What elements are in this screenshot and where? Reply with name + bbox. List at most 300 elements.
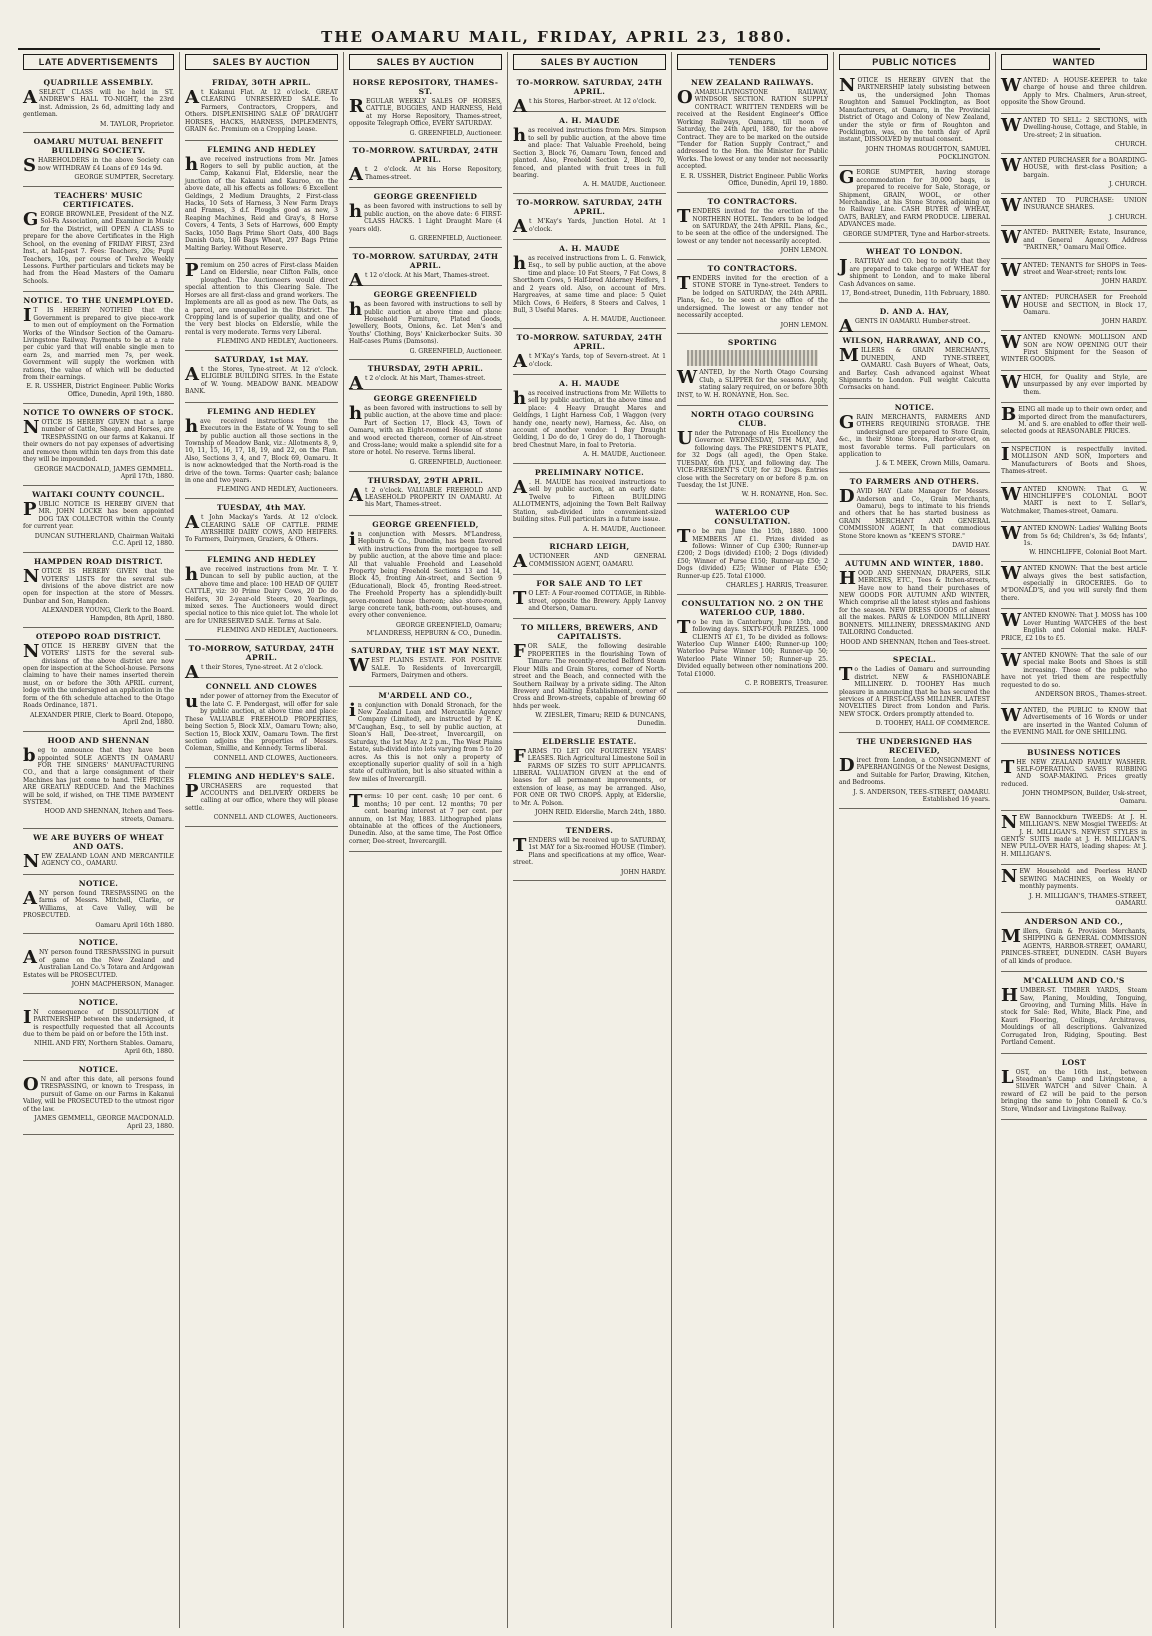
drop-cap: N [23, 850, 40, 872]
column-heading: PUBLIC NOTICES [839, 54, 990, 70]
advertisement-signature: ALEXANDER PIRIE, Clerk to Board. Otepopo, April 2nd, 1880. [29, 711, 174, 727]
advertisement-signature: A. H. MAUDE, Auctioneer. [583, 451, 666, 459]
advertisement [23, 486, 174, 553]
advertisement-signature: J. CHURCH. [1108, 213, 1147, 221]
advertisement [677, 595, 828, 693]
drop-cap: A [185, 512, 199, 534]
advertisement-body: Premium on 250 acres of First-class Maiden Land on Elderslie, near Clifton Falls, once ploughed. The Auctioneers would direct special attention to this Clearing Sale. The Horses are all first-class and grand workers. The Implements are all as good as new. The Oats, as a parcel, are unequalled in the District. The Cropping land is of superior quality, and one of the very best blocks on Elderslie, while the rental is very moderate. Terms very Liberal. [185, 260, 338, 336]
drop-cap: W [1001, 523, 1022, 545]
advertisement-title: QUADRILLE ASSEMBLY. [43, 78, 154, 87]
advertisement-signature: JOHN LEMON. [780, 247, 828, 255]
advertisement-body: J . RATTRAY and CO. beg to notify that they are prepared to take charge of WHEAT for shipment to London, and to make liberal Cash Advances on same. [839, 256, 990, 288]
advertisement [513, 112, 666, 194]
drop-cap: A [513, 216, 527, 238]
advertisement-signature: C. P. ROBERTS, Treasurer. [744, 680, 828, 688]
advertisement [349, 516, 502, 643]
advertisement-body: Terms: 10 per cent. cash; 10 per cent. 6 months; 10 per cent. 12 months; 70 per cent. bearing interest at 7 per cent. per annum, on 1st May, 1883. Lithographed plans obtainable at the offices of the Auctioneers, Dunedin. Also, at the same time, The Post Office corner, Dee-street, Invercargill. [349, 791, 502, 845]
advertisement-title: TO-MORROW. SATURDAY, 24TH APRIL. [352, 146, 499, 165]
advertisement [349, 642, 502, 686]
advertisement-body: A SELECT CLASS will be held in ST. ANDREW'S HALL TO-NIGHT, the 23rd inst. Admission, 2s 6d, admitting lady and gentleman. [23, 87, 174, 119]
advertisement-title: TO FARMERS AND OTHERS. [849, 477, 980, 487]
advertisement-body: NEW Household and Peerless HAND SEWING MACHINES, on Weekly or monthly payments. [1001, 866, 1147, 891]
drop-cap: I [23, 1006, 32, 1028]
advertisement-body: I N consequence of DISSOLUTION of PARTNERSHIP between the undersigned, it is respectfully requested that all Accounts due to them be paid on or before the 15th inst. [23, 1006, 174, 1038]
advertisement-title: A. H. MAUDE [559, 378, 620, 388]
advertisement-title: NOTICE. [894, 402, 935, 412]
advertisement-signature: ANDERSON BROS., Thames-street. [1035, 691, 1147, 699]
advertisement-title: FLEMING AND HEDLEY [207, 554, 316, 564]
advertisement [23, 133, 174, 187]
advertisement-body: WANTED KNOWN: That J. MOSS has 100 Lover Hunting WATCHES of the best English and Colonial make. HALF-PRICE, £2 10s to £5. [1001, 610, 1147, 642]
advertisement-body: WANTED TO SELL: 2 SECTIONS, with Dwelling-house, Cottage, and Stable, in Ure-street; 2 in situation. [1001, 114, 1147, 139]
advertisement-body: AUCTIONEER AND GENERAL COMMISSION AGENT, OAMARU. [513, 551, 666, 573]
advertisement-body: At M'Kay's Yards, Junction Hotel. At 1 o'clock. [513, 216, 666, 238]
advertisement-title: CONNELL AND CLOWES [205, 682, 318, 692]
advertisement-body: FOR SALE, the following desirable PROPERTIES in the flourishing Town of Timaru: The recently-erected Belford Steam Flour Mills and Grain Stores, corner of North-street and the Beach, and connected with the Southern Railway by a private siding. The Alton Brewery and Malting Establishment, corner of Cross and Brown-streets, capable of brewing 60 hhds per week. [513, 641, 666, 710]
advertisement [185, 259, 338, 351]
advertisement-body: To be run June the 15th, 1880. 1000 MEMBERS AT £1. Prizes divided as follows: Winner of Cup £300; Runner-up £200; 2 Dogs (divided) £100; 2 Dogs (divided) £50; Winner of Purse £150; Runner-up £50; 2 Dogs (divided) £25; Winner of Plate £50; Runner-up £25. Total £1000. [677, 526, 828, 580]
advertisement-body: TENDERS will be received up to SATURDAY, 1st MAY for a Six-roomed HOUSE (Timber). Plans and specifications at my office, Wear-street. [513, 834, 666, 867]
advertisement-body: WANTED: A HOUSE-KEEPER to take charge of house and three children. Apply to Mrs. Chalmers, Arun-street, opposite the Show Ground. [1001, 75, 1147, 107]
advertisement-signature: DUNCAN SUTHERLAND, Chairman Waitaki C.C. April 12, 1880. [34, 532, 174, 548]
advertisement [23, 628, 174, 732]
advertisement [1001, 74, 1147, 114]
advertisement-title: FLEMING AND HEDLEY [207, 144, 316, 154]
advertisement-body: At 2 o'clock. VALUABLE FREEHOLD AND LEASEHOLD PROPERTY IN OAMARU. At his Mart, Thames-street. [349, 484, 502, 509]
drop-cap: P [185, 780, 199, 802]
advertisement-body: have received instructions from Mr. T. Y. Duncan to sell by public auction, at the above time and place: 100 HEAD OF QUIET CATTLE, viz: 30 Prime Dairy Cows, 20 Do do Heifers, 30 2-year-old Steers, 20 Yearlings, mixed sexes. The Auctioneers would direct special notice to this nice quiet lot. The whole lot are for UNRESERVED SALE. Terms at Sale. [185, 563, 338, 625]
advertisement [23, 732, 174, 829]
advertisement [23, 187, 174, 292]
advertisement-body: Direct from London, a CONSIGNMENT of PAPERHANGINGS Of the Newest Designs, and Suitable for Parlor, Drawing, Kitchen, and Bedrooms. [839, 755, 990, 787]
column-heading: LATE ADVERTISEMENTS [23, 54, 174, 70]
advertisement-body: GEORGE SUMPTER, having storage accommodation for 30,000 bags, is prepared to receive for Sale, Storage, or Shipment, GRAIN, WOOL, or other Merchandise, at his Stone Stores, adjoining on to Railway Line. CASH BUYER of WHEAT, OATS, BARLEY, and FARM PRODUCE. LIBERAL ADVANCES made. [839, 167, 990, 229]
advertisement-body: NOTICE IS HEREBY GIVEN that the VOTERS' LISTS for the several sub-divisions of the above district are now open for inspection at the School-house. Persons claiming to have their names inserted therein must, on or before the 30th APRIL current, lodge with the undersigned an application in the form of the 6th schedule attached to the Otago Roads Ordinance, 1871. [23, 640, 174, 710]
advertisement-signature: GEORGE GREENFIELD, Oamaru; M'LANDRESS, HEPBURN & CO., Dunedin. [366, 621, 502, 637]
advertisement-signature: G. GREENFIELD, Auctioneer. [409, 458, 502, 466]
advertisement-signature: G. GREENFIELD, Auctioneer. [409, 129, 502, 137]
advertisement [1001, 403, 1147, 443]
drop-cap: h [349, 402, 363, 424]
advertisement-signature: J. CHURCH. [1108, 180, 1147, 188]
drop-cap: W [1001, 154, 1022, 176]
advertisement-body: OAMARU-LIVINGSTONE RAILWAY, WINDSOR SECTION. RATION SUPPLY CONTRACT. WRITTEN TENDERS will be received at the Resident Engineer's Office Working Railways, Oamaru, till noon of Saturday, the 24th April, 1880, for the above Contract. They are to be marked on the outside "Tender for Ration Supply Contract," and addressed to the Hon. the Minister for Public Works. The lowest or any tender not necessarily accepted. [677, 87, 828, 171]
advertisement-title: M'CALLUM AND CO.'S [1023, 976, 1125, 986]
advertisement-title: LOST [1061, 1057, 1087, 1067]
advertisement-body: NEW ZEALAND LOAN AND MERCANTILE AGENCY CO., OAMARU. [23, 850, 174, 872]
advertisement [185, 351, 338, 403]
advertisement [1001, 291, 1147, 331]
drop-cap: I [23, 305, 32, 327]
advertisement-signature: GEORGE SUMPTER, Tyne and Harbor-streets. [843, 230, 990, 238]
advertisement-title: NORTH OTAGO COURSING CLUB. [690, 409, 815, 428]
advertisement [1001, 865, 1147, 913]
advertisement-body: HUMBER-ST. TIMBER YARDS, Steam Saw, Planing, Moulding, Tonguing, Grooving, and Turning Mills. Have in stock for Sale: Red, White, Black Pine, and Kauri Flooring, Ceilings, Architraves, Mouldings of all descriptions. Galvanized Corrugated Iron, Ridging, Spouting. Best Portland Cement. [1001, 985, 1147, 1047]
advertisement-title: CONSULTATION NO. 2 ON THE WATERLOO CUP, 1880. [681, 598, 824, 617]
drop-cap: A [513, 551, 527, 573]
drop-cap: N [1001, 811, 1018, 833]
advertisement-body: HOOD AND SHENNAN, DRAPERS, SILK MERCERS, ETC., Tees & Itchen-streets, Have now to hand their purchases of NEW GOODS FOR AUTUMN AND WINTER, Which comprise all the latest styles and fashions for the season. NEW DRESS GOODS of almost all the makes. PARIS & LONDON MILLINERY BONNETS. MILLINERY, DRESSMAKING AND TAILORING Conducted. [839, 567, 990, 637]
advertisement-title: HAMPDEN ROAD DISTRICT. [34, 557, 163, 567]
advertisement [839, 473, 990, 555]
drop-cap: h [185, 563, 199, 585]
newspaper-column-4 [508, 52, 672, 1628]
advertisement [1001, 259, 1147, 292]
advertisement-title: SPORTING [727, 338, 778, 348]
advertisement-signature: W. HINCHLIFFE, Colonial Boot Mart. [1029, 549, 1147, 557]
advertisement-signature: ALEXANDER YOUNG, Clerk to the Board. Hampden, 8th April, 1880. [42, 607, 174, 623]
advertisement [839, 303, 990, 337]
drop-cap: A [23, 947, 37, 969]
advertisement-body: WANTED: PARTNER; Estate, Insurance, and General Agency. Address "PARTNER," Oamaru Mail Office. [1001, 227, 1147, 252]
drop-cap: M [839, 345, 859, 367]
advertisement [839, 332, 990, 399]
advertisement [349, 390, 502, 472]
column-heading: SALES BY AUCTION [513, 54, 666, 70]
drop-cap: A [513, 351, 527, 373]
advertisement-signature: Oamaru April 16th 1880. [95, 921, 174, 929]
drop-cap: G [839, 411, 855, 433]
drop-cap: u [185, 691, 199, 713]
newspaper-column-2 [180, 52, 344, 1628]
advertisement-body: WANTED PURCHASER for a BOARDING-HOUSE, with first-class Position; a bargain. [1001, 154, 1147, 179]
advertisement [839, 74, 990, 166]
advertisement [1001, 913, 1147, 972]
advertisement-signature: J. H. MILLIGAN'S, THAMES-STREET, OAMARU. [1029, 892, 1147, 908]
advertisement-body: under power of attorney from the Executor of the late C. F. Pendergast, will offer for sale by public auction, at above time and place: These VALUABLE FREEHOLD PROPERTIES, being Section 5, Block XLV., Oamaru Town; also, Section 15, Block XXIV., Oamaru Town. The first section adjoins the properties of Messrs. Coleman, Smillie, and Kennedy. Terms liberal. [185, 691, 338, 753]
drop-cap: i [349, 699, 356, 721]
drop-cap: W [1001, 650, 1022, 672]
advertisement-signature: HOOD AND SHENNAN, Itchen and Tees-street. [840, 638, 990, 646]
advertisement [839, 243, 990, 302]
advertisement [513, 240, 666, 329]
advertisement-title: TUESDAY, 4th MAY. [216, 503, 307, 513]
advertisement-body: ANY person found TRESPASSING in pursuit of game on the New Zealand and Australian Land Co.'s Totara and Ardgowan Estates will be PROSECUTED. [23, 947, 174, 979]
advertisement-body: PUBLIC NOTICE IS HEREBY GIVEN that MR. JOHN LOCKE has been appointed DOG TAX COLLECTOR within the County for current year. [23, 499, 174, 531]
advertisement-body: WANTED, the PUBLIC to KNOW that Advertisements of 16 Words or under are inserted in the Wanted Column of the EVENING MAIL for ONE SHILLING. [1001, 704, 1147, 737]
advertisement-title: NOTICE. [78, 878, 119, 888]
advertisement [349, 790, 502, 852]
advertisement [513, 575, 666, 619]
advertisement-title: M'ARDELL AND CO., [378, 690, 473, 700]
advertisement-body: WEST PLAINS ESTATE. FOR POSITIVE SALE. To Residents of Invercargill, Farmers, Dairymen and others. [349, 655, 502, 680]
advertisement [1001, 744, 1147, 811]
advertisement-title: HORSE REPOSITORY, THAMES-ST. [352, 78, 499, 96]
advertisement [23, 553, 174, 628]
advertisement [677, 406, 828, 504]
drop-cap: T [1001, 756, 1015, 778]
advertisement [513, 329, 666, 375]
advertisement [677, 504, 828, 595]
advertisement [23, 934, 174, 993]
advertisement [1001, 154, 1147, 194]
advertisement-body: At 2 o'clock. At his Mart, Thames-street. [349, 373, 486, 395]
advertisement-title: FRIDAY, 30TH APRIL. [211, 78, 312, 87]
advertisement-body: At John Mackay's Yards. At 12 o'clock. CLEARING SALE OF CATTLE. PRIME AYRSHIRE DAIRY COWS, AND HEIFERS. To Farmers, Dairymen, Graziers, & Others. [185, 512, 338, 544]
drop-cap: A [185, 87, 199, 108]
advertisement-body: beg to announce that they have been appointed SOLE AGENTS IN OAMARU FOR THE SINGERS' MANUFACTURING CO., and that a large consignment of their Machines has just come to hand. THE PRICES ARE GREATLY REDUCED. And the Machines will be sold, if wished, on THE TIME PAYMENT SYSTEM. [23, 745, 174, 807]
advertisement [1001, 972, 1147, 1053]
advertisement-body: NOTICE IS HEREBY GIVEN that a large number of Cattle, Sheep, and Horses, are TRESPASSING on our farms at Kakanui. If their owners do not pay expenses of advertising and remove them within ten days from this date they will be impounded. [23, 416, 174, 464]
column-heading: SALES BY AUCTION [349, 54, 502, 70]
advertisement-body: O N and after this date, all persons found TRESPASSING, or known to Trespass, in pursuit of Game on our Farms in Kakanui Valley, will be PROSECUTED to the utmost rigor of the law. [23, 1073, 174, 1113]
advertisement [185, 551, 338, 640]
advertisement [23, 994, 174, 1061]
advertisement [23, 1061, 174, 1136]
advertisement-title: TENDERS. [565, 825, 614, 835]
advertisement-body: TENDERS invited for the erection of the NORTHERN HOTEL. Tenders to be lodged on SATURDAY, the 24th APRIL. Plans, &c., to be seen at the office of the undersigned. The lowest or any tender not necessarily accepted. [677, 206, 828, 245]
advertisement [1001, 562, 1147, 609]
advertisement-signature: CONNELL AND CLOWES, Auctioneers. [213, 814, 338, 822]
advertisement [1001, 443, 1147, 483]
drop-cap: A [349, 164, 363, 186]
advertisement-title: NOTICE. TO THE UNEMPLOYED. [23, 296, 174, 306]
advertisement-body: GRAIN MERCHANTS, FARMERS AND OTHERS REQUIRING STORAGE. THE undersigned are prepared to Store Grain, &c., in their Stone Stores, Harbor-street, on most favorable terms. Full particulars on application to [839, 411, 990, 458]
advertisement-title: SPECIAL. [892, 655, 937, 665]
advertisement-body: has been favored with instructions to sell by public auction, on the above date: 6 FIRST-CLASS HACKS. 1 Light Draught Mare (4 years old). [349, 201, 502, 233]
advertisement-title: PRELIMINARY NOTICE. [534, 468, 645, 478]
advertisement [513, 194, 666, 240]
drop-cap: W [1001, 704, 1022, 726]
advertisement-body: in conjunction with Messrs. M'Landress, Hepburn & Co., Dunedin, has been favored with instructions from the mortgagee to sell by public auction, at the above time and place: All that valuable Freehold and Leasehold Property being Freehold Sections 13 and 14, Block 45, fronting Ain-street, and Section 9 (Educational), Block 45, fronting Reed-street. The Freehold Property has a splendidly-built seven-roomed house thereon; also store-room, large concrete tank, bath-room, out-houses, and every other convenience. [349, 528, 502, 620]
advertisement-title: AUTUMN AND WINTER, 1880. [845, 558, 984, 568]
advertisement-body: NOTICE IS HEREBY GIVEN that the VOTERS' LISTS for the several sub-divisions of the above district are now open for inspection at the store of Messrs. Dunbar and Son, Hampden. [23, 566, 174, 605]
advertisement-title: WAITAKI COUNTY COUNCIL. [32, 490, 165, 499]
advertisement-body: Millers, Grain & Provision Merchants, SHIPPING & GENERAL COMMISSION AGENTS, HARBOR-STREET, OAMARU, PRINCES-STREET, DUNEDIN. CASH Buyers of all kinds of produce. [1001, 926, 1147, 965]
advertisement [1001, 483, 1147, 523]
advertisement-signature: FLEMING AND HEDLEY, Auctioneers. [216, 338, 338, 346]
advertisement-body: have received instructions from the Executors in the Estate of W. Young to sell by public auction all those sections in the Township of Meadow Bank, viz.: Allotments 8, 9, 10, 11, 15, 16, 17, 18, 19, and 22, on the Plan. Also, Sections 3, 4, and 7, Block 69, Oamaru. It is now acknowledged that the North-road is the drive of the town. Terms: Quarter cash; balance in one and two years. [185, 415, 338, 485]
advertisement [677, 193, 828, 260]
advertisement-title: HOOD AND SHENNAN [47, 736, 150, 746]
drop-cap: W [1001, 292, 1022, 314]
advertisement [839, 399, 990, 473]
drop-cap: N [1001, 866, 1018, 888]
advertisement-title: TEACHERS' MUSIC CERTIFICATES. [54, 191, 143, 210]
drop-cap: T [677, 273, 691, 294]
advertisement [1001, 649, 1147, 704]
advertisement-body: WANTED: TENANTS for SHOPS in Tees-street and Wear-street; rents low. [1001, 259, 1147, 281]
advertisement-signature: 17, Bond-street, Dunedin, 11th February, 1880. [841, 290, 990, 298]
advertisement-body: WANTED KNOWN: Ladies' Walking Boots from 5s 6d; Children's, 3s 6d; Infants', 1s. [1001, 523, 1147, 548]
advertisement [185, 640, 338, 684]
drop-cap: W [1001, 194, 1022, 216]
advertisement-title: ELDERSLIE ESTATE. [542, 736, 637, 746]
newspaper-column-5 [672, 52, 834, 1628]
drop-cap: T [349, 791, 363, 813]
drop-cap: W [349, 655, 370, 677]
drop-cap: W [1001, 371, 1022, 393]
advertisement-title: TO MILLERS, BREWERS, AND CAPITALISTS. [520, 623, 659, 642]
drop-cap: H [1001, 985, 1019, 1007]
advertisement-signature: W. ZIESLER, Timaru; REID & DUNCANS, Dunedin. [535, 712, 666, 727]
advertisement-title: NOTICE. [78, 997, 119, 1007]
advertisement-body: At his Stores, Harbor-street. At 12 o'clock. [513, 96, 657, 117]
advertisement-body: WHICH, for Quality and Style, are unsurpassed by any ever imported by them. [1001, 371, 1147, 396]
advertisement [513, 822, 666, 881]
drop-cap: b [23, 745, 36, 767]
advertisement-title: SATURDAY, 1st MAY. [214, 354, 309, 364]
advertisement-title: WE ARE BUYERS OF WHEAT AND OATS. [33, 832, 164, 851]
advertisement [23, 875, 174, 934]
advertisement [1001, 609, 1147, 649]
drop-cap: I [1001, 443, 1010, 465]
advertisement [839, 555, 990, 652]
advertisement [349, 687, 502, 791]
advertisement-signature: JOHN THOMPSON, Builder, Usk-street, Oamaru. [1022, 790, 1147, 805]
advertisement [185, 74, 338, 141]
advertisement [513, 375, 666, 464]
advertisement-signature: G. GREENFIELD, Auctioneer. [409, 234, 502, 242]
drop-cap: A [185, 662, 199, 684]
advertisement [349, 74, 502, 142]
advertisement-title: TO-MORROW. SATURDAY, 24TH APRIL. [516, 198, 663, 217]
drop-cap: T [513, 834, 527, 856]
advertisement-body: At the Stores, Tyne-street. At 12 o'clock. ELIGIBLE BUILDING SITES. In the Estate of W. Young. MEADOW BANK. MEADOW BANK. [185, 363, 338, 396]
advertisement-title: TO-MORROW. SATURDAY, 24TH APRIL. [352, 251, 499, 270]
advertisement-body: WANTED, by the North Otago Coursing Club, a SLIPPER for the seasons. Apply, stating salary required, on or before 30th INST, to W. H. RONAYNE, Hon. Sec. [677, 367, 828, 399]
drop-cap: N [23, 640, 40, 662]
advertisement [1001, 114, 1147, 154]
advertisement-signature: D. TOOHEY, HALL OF COMMERCE. [875, 720, 990, 728]
advertisement-title: NEW ZEALAND RAILWAYS. [691, 78, 814, 87]
advertisement [513, 74, 666, 117]
advertisement-body: I T IS HEREBY NOTIFIED that the Government is prepared to give piece-work to men out of employment on the Formation Works of the Windsor Section of the Oamaru-Livingstone Railway. Payments to be at a rate per cubic yard that will enable single men to earn 2s, and married men 7s, per week. Government will supply the workmen with rations, the value of which will be deducted from their earnings. [23, 305, 174, 382]
advertisement-body: WANTED TO PURCHASE: UNION INSURANCE SHARES. [1001, 194, 1147, 216]
advertisement [839, 166, 990, 243]
advertisement-body: SHAREHOLDERS in the above Society can now WITHDRAW £4 Loans of £9 14s 9d. [23, 155, 174, 177]
advertisement-signature: GEORGE SUMPTER, Secretary. [74, 174, 174, 182]
advertisement-body: has been favored with instructions to sell by public auction at above time and place: Household Furniture, Plated Goods, Jewellery, Boots, Onions, &c. Let Men's and Youths' Clothing, Boys' Knickerbocker Suits. 30 Half-cases Plums (Damsons). [349, 299, 502, 346]
advertisement-body: WANTED: PURCHASER for Freehold HOUSE and SECTION, in Block 17, Oamaru. [1001, 292, 1147, 317]
advertisement-title: ANDERSON AND CO., [1024, 917, 1124, 927]
advertisement-body: LOST, on the 16th inst., between Steadman's Camp and Livingstone, a SILVER WATCH and Silver Chain. A reward of £2 will be paid to the person bringing the same to John Connell & Co.'s Store, Windsor and Livingstone Railway. [1001, 1066, 1147, 1113]
advertisement-signature: M. TAYLOR, Proprietor. [100, 120, 174, 128]
advertisement-title: TO-MORROW. SATURDAY, 24TH APRIL. [516, 333, 663, 352]
advertisement [185, 403, 338, 500]
advertisement-body: DAVID HAY (Late Manager for Messrs. Anderson and Co., Grain Merchants, Oamaru), begs to intimate to his friends and others that he has started business as GRAIN MERCHANT AND GENERAL COMMISSION AGENT, In that commodious Stone Store known as "KEEN'S STORE." [839, 486, 990, 540]
advertisement-signature: W. H. RONAYNE, Hon. Sec. [741, 491, 828, 499]
advertisement-body: ANY person found TRESPASSING on the farms of Messrs. Mitchell, Clarke, or Williams, at Cave Valley, will be PROSECUTED. [23, 887, 174, 920]
advertisement-signature: JOHN MACPHERSON, Manager. [71, 980, 174, 988]
drop-cap: W [1001, 563, 1022, 585]
advertisement-body: TENDERS invited for the erection of a STONE STORE in Tyne-street. Tenders to be lodged on SATURDAY, the 24th APRIL. Plans, &c., to be seen at the office of the undersigned. The lowest or any tender not necessarily accepted. [677, 273, 828, 320]
newspaper-column-7 [996, 52, 1152, 1628]
advertisement-title: THURSDAY, 29TH APRIL. [367, 364, 484, 374]
advertisement-title: GEORGE GREENFIELD [373, 290, 478, 300]
drop-cap: F [513, 745, 526, 767]
drop-cap: A [839, 315, 853, 337]
advertisement-body: To the Ladies of Oamaru and surrounding district. NEW & FASHIONABLE MILLINERY. D. TOOHEY Has much pleasure in announcing that he has secured the services of A FIRST-CLASS MILLINER. LATEST NOVELTIES Direct from London and Paris. NEW STOCK. Orders promptly attended to. [839, 664, 990, 718]
column-heading: SALES BY AUCTION [185, 54, 338, 70]
advertisement [349, 188, 502, 247]
drop-cap: h [185, 415, 199, 437]
advertisement [677, 334, 828, 406]
advertisement-body: INSPECTION is respectfully invited. MOLLISON AND SON, Importers and Manufacturers of Boots and Shoes, Thames-street. [1001, 443, 1147, 476]
advertisement-title: FOR SALE AND TO LET [536, 579, 643, 589]
advertisement-title: WILSON, HARRAWAY, AND CO., [842, 336, 987, 346]
drop-cap: N [839, 75, 856, 96]
advertisement-body: has received instructions from Mrs. Simpson to sell by public auction, at the above time and place: That Valuable Freehold, being Section 3, Block 76, Oamaru Town, fenced and planted. Also, Freehold Section 2, Block 70, fenced, and planted with fruit trees in full bearing. [513, 125, 666, 179]
column-heading: TENDERS [677, 54, 828, 70]
drop-cap: A [513, 96, 527, 117]
drop-cap: D [839, 486, 855, 508]
advertisement-title: OTEPOPO ROAD DISTRICT. [35, 631, 162, 641]
advertisement-title: WATERLOO CUP CONSULTATION. [714, 508, 791, 527]
advertisement-body: At 2 o'clock. At his Horse Repository, Thames-street. [349, 164, 502, 186]
advertisement-signature: E. R. USSHER, District Engineer. Public Works Office, Dunedin, April 19th, 1880. [26, 383, 174, 399]
advertisement-body: BEING all made up to their own order, and imported direct from the manufacturers, M. and S. are enabled to offer their well-selected goods at REASONABLE PRICES. [1001, 404, 1147, 436]
advertisement-signature: J. S. ANDERSON, TEES-STREET, OAMARU. Established 16 years. [853, 788, 990, 804]
advertisement [349, 360, 502, 395]
drop-cap: W [1001, 332, 1022, 354]
drop-cap: N [23, 416, 40, 438]
newspaper-column-6 [834, 52, 996, 1628]
advertisement-signature: JOHN HARDY. [1101, 278, 1147, 286]
drop-cap: O [677, 87, 693, 108]
advertisement-signature: G. GREENFIELD, Auctioneer. [409, 347, 502, 355]
advertisement [185, 141, 338, 259]
drop-cap: F [513, 641, 526, 663]
drop-cap: A [349, 269, 363, 291]
advertisement-title: FLEMING AND HEDLEY [207, 406, 316, 416]
column-heading: WANTED [1001, 54, 1147, 70]
advertisement-body: To be run in Canterbury, June 15th, and following days. SIXTY-FOUR PRIZES. 1000 CLIENTS AT £1, To be divided as follows: Waterloo Cup Winner £400; Runner-up 100; Waterloo Purse Winner 100; Runner-up 50; Waterloo Plate Winner 50; Runner-up 25. Divided equally between other nominations 200. Total £1000. [677, 616, 828, 678]
engraving-illustration [687, 350, 818, 366]
advertisement-signature: A. H. MAUDE, Auctioneer. [583, 181, 666, 189]
advertisement-body: FARMS TO LET ON FOURTEEN YEARS' LEASES. Rich Agricultural Limestone Soil in FARMS OF SIZES TO SUIT APPLICANTS. LIBERAL VALUATION GIVEN at the end of leases for all permanent improvements, or extension of lease, as may be arranged. Also, FOR ONE OR TWO CROPS. Apply, at Elderslie, to Mr. A. Polson. [513, 745, 666, 807]
drop-cap: W [1001, 227, 1022, 249]
advertisement-body: At their Stores, Tyne-street. At 2 o'clock. [185, 662, 323, 684]
advertisement [1001, 704, 1147, 744]
advertisement-signature: JOHN LEMON. [780, 321, 828, 329]
advertisement-body: WANTED KNOWN: That the sale of our special make Boots and Shoes is still increasing. Those of the public who have not yet tried them are respectfully requested to do so. [1001, 650, 1147, 689]
advertisement-title: NOTICE. [78, 938, 119, 948]
advertisement [1001, 371, 1147, 403]
newspaper-column-3 [344, 52, 508, 1628]
drop-cap: h [513, 387, 527, 409]
advertisement [185, 499, 338, 551]
advertisement-title: WHEAT TO LONDON. [866, 247, 963, 257]
advertisement-signature: CHARLES J. HARRIS, Treasurer. [725, 582, 828, 590]
advertisement-body: have received instructions from Mr. James Rogers to sell by public auction, at the Camp, Kakanui Flat, Elderslie, near the junction of the Kakanui and Kauroo, on the above date, all his effects as follows: 6 Excellent Geldings, 2 Medium Draughts, 2 First-class Hacks, 10 Sets of Harness, 3 New Farm Drays and Frames, 3 d.f. Ploughs good as new, 3 Reaping Machines, Reid and Gray's, 8 Horse Covers, 4 Tents, 3 Sets of Harrows, 600 Empty Sacks, 1050 Bags Prime Short Oats, 400 Bags Danish Oats, 186 Bags Wheat, 297 Bags Prime Malting Barley. Without Reserve. [185, 153, 338, 252]
advertisement [677, 74, 828, 193]
advertisement-title: D. AND A. HAY, [879, 306, 950, 316]
advertisement-body: At M'Kay's Yards, top of Severn-street. At 1 o'clock. [513, 351, 666, 373]
advertisement-body: has received instructions from Mr. Willetts to sell by public auction, at the above time and place: 4 Heavy Draught Mares and Geldings, 1 Light Harness Cob, 1 Waggon (very handy one, nearly new), Harness, &c. Also, on account of another vendor: 1 Bay Draught Gelding, 1 Do do do, 1 Grey do do, 1 Thorough-bred Chestnut Mare, in foal to Pretoria. [513, 387, 666, 449]
advertisement-body: AGENTS IN OAMARU. Humber-street. [839, 315, 971, 337]
drop-cap: D [839, 755, 855, 777]
drop-cap: A [513, 477, 527, 499]
drop-cap: H [839, 567, 857, 589]
drop-cap: W [1001, 259, 1022, 281]
advertisement [349, 286, 502, 360]
drop-cap: W [1001, 483, 1022, 505]
drop-cap: A [185, 363, 199, 385]
drop-cap: T [677, 206, 691, 228]
drop-cap: T [677, 616, 691, 638]
advertisement-title: A. H. MAUDE [559, 116, 620, 126]
drop-cap: P [185, 260, 199, 282]
drop-cap: G [23, 209, 39, 231]
drop-cap: W [677, 367, 698, 389]
advertisement-signature: JOHN REID. Elderslie, March 24th, 1880. [535, 809, 666, 817]
drop-cap: T [839, 664, 853, 686]
advertisement-body: T O LET: A Four-roomed COTTAGE, in Ribble-street, opposite the Brewery. Apply Lanvoy and Oterson, Oamaru. [513, 588, 666, 613]
advertisement [1001, 1054, 1147, 1121]
advertisement-signature: FLEMING AND HEDLEY, Auctioneers. [216, 486, 338, 494]
advertisement [349, 472, 502, 516]
